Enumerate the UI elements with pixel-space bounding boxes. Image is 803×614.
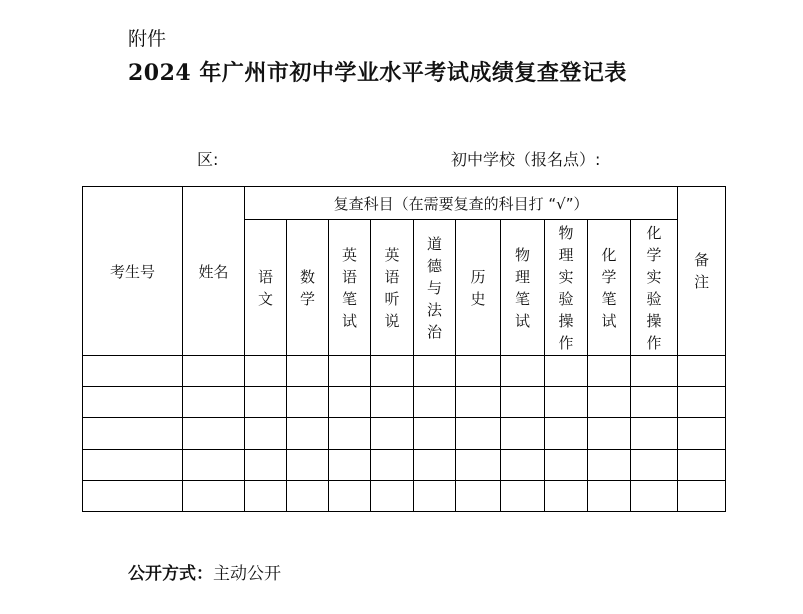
- table-cell[interactable]: [501, 418, 545, 449]
- table-cell[interactable]: [371, 387, 414, 418]
- registration-table: [82, 186, 726, 512]
- table-cell[interactable]: [287, 418, 329, 449]
- table-cell[interactable]: [456, 418, 501, 449]
- table-row: [83, 418, 726, 449]
- table-cell[interactable]: [371, 418, 414, 449]
- table-cell[interactable]: [245, 387, 287, 418]
- header-subject-label: 历史: [470, 267, 486, 308]
- header-subject-0: [245, 220, 287, 356]
- header-subject-4: [414, 220, 456, 356]
- table-cell[interactable]: [83, 449, 183, 480]
- table-cell[interactable]: [414, 449, 456, 480]
- header-subject-label: 英语笔试: [342, 245, 358, 330]
- header-subject-9: [631, 220, 678, 356]
- table-cell[interactable]: [545, 449, 588, 480]
- table-cell[interactable]: [631, 418, 678, 449]
- table-cell[interactable]: [588, 418, 631, 449]
- table-cell[interactable]: [329, 480, 371, 511]
- table-cell[interactable]: [501, 356, 545, 387]
- header-subject-label: 化学笔试: [601, 245, 617, 330]
- table-cell[interactable]: [183, 449, 245, 480]
- header-subject-1: [287, 220, 329, 356]
- header-subject-label: 物理笔试: [515, 245, 531, 330]
- table-cell[interactable]: [245, 449, 287, 480]
- table-cell[interactable]: [501, 449, 545, 480]
- table-cell[interactable]: [329, 449, 371, 480]
- table-cell[interactable]: [545, 356, 588, 387]
- table-cell[interactable]: [371, 356, 414, 387]
- table-cell[interactable]: [588, 387, 631, 418]
- header-subject-label: 化学实验操作: [646, 223, 662, 352]
- table-row: [83, 387, 726, 418]
- table-cell[interactable]: [631, 480, 678, 511]
- table-row: [83, 356, 726, 387]
- table-cell[interactable]: [83, 480, 183, 511]
- table-cell[interactable]: [287, 387, 329, 418]
- table-cell[interactable]: [183, 418, 245, 449]
- header-subject-2: [329, 220, 371, 356]
- table-cell[interactable]: [678, 387, 726, 418]
- district-label: 区:: [197, 150, 219, 169]
- table-cell[interactable]: [678, 356, 726, 387]
- publication-value: 主动公开: [213, 564, 281, 584]
- table-cell[interactable]: [287, 356, 329, 387]
- table-cell[interactable]: [588, 480, 631, 511]
- table-cell[interactable]: [183, 356, 245, 387]
- publication-label: 公开方式：: [128, 564, 213, 584]
- school-label: 初中学校（报名点）:: [451, 150, 601, 169]
- table-cell[interactable]: [414, 387, 456, 418]
- table-cell[interactable]: [588, 449, 631, 480]
- header-remarks-text: 备注: [694, 251, 710, 292]
- header-subject-label: 物理实验操作: [558, 223, 574, 352]
- table-cell[interactable]: [414, 356, 456, 387]
- table-cell[interactable]: [245, 356, 287, 387]
- table-cell[interactable]: [245, 418, 287, 449]
- header-remarks: [678, 187, 726, 356]
- table-cell[interactable]: [456, 387, 501, 418]
- table-row: [83, 449, 726, 480]
- table-cell[interactable]: [83, 387, 183, 418]
- header-name: 姓名: [183, 187, 245, 356]
- table-cell[interactable]: [83, 356, 183, 387]
- table-cell[interactable]: [631, 387, 678, 418]
- table-cell[interactable]: [588, 356, 631, 387]
- table-cell[interactable]: [678, 418, 726, 449]
- publication-note: [128, 559, 281, 584]
- table-cell[interactable]: [287, 480, 329, 511]
- table-cell[interactable]: [414, 480, 456, 511]
- table-cell[interactable]: [414, 418, 456, 449]
- table-cell[interactable]: [371, 480, 414, 511]
- header-subject-6: [501, 220, 545, 356]
- table-cell[interactable]: [545, 387, 588, 418]
- header-subjects-group: 复查科目（在需要复查的科目打 “√”）: [245, 187, 678, 220]
- header-subject-3: [371, 220, 414, 356]
- form-title: 2024 年广州市初中学业水平考试成绩复查登记表: [128, 60, 627, 86]
- table-cell[interactable]: [183, 387, 245, 418]
- table-cell[interactable]: [678, 480, 726, 511]
- header-subject-label: 数学: [300, 267, 316, 308]
- header-subject-label: 道德与法治: [427, 234, 443, 341]
- header-subject-label: 语文: [258, 267, 274, 308]
- table-cell[interactable]: [456, 480, 501, 511]
- table-row: [83, 480, 726, 511]
- header-subject-7: [545, 220, 588, 356]
- table-cell[interactable]: [501, 387, 545, 418]
- table-cell[interactable]: [501, 480, 545, 511]
- header-exam-number: 考生号: [83, 187, 183, 356]
- table-cell[interactable]: [287, 449, 329, 480]
- table-cell[interactable]: [329, 418, 371, 449]
- table-cell[interactable]: [631, 356, 678, 387]
- table-cell[interactable]: [371, 449, 414, 480]
- table-cell[interactable]: [545, 418, 588, 449]
- table-cell[interactable]: [83, 418, 183, 449]
- table-cell[interactable]: [545, 480, 588, 511]
- table-cell[interactable]: [183, 480, 245, 511]
- table-cell[interactable]: [456, 449, 501, 480]
- table-cell[interactable]: [631, 449, 678, 480]
- table-cell[interactable]: [329, 356, 371, 387]
- table-cell[interactable]: [329, 387, 371, 418]
- table-cell[interactable]: [245, 480, 287, 511]
- attachment-label: 附件: [128, 28, 167, 50]
- header-subject-8: [588, 220, 631, 356]
- table-cell[interactable]: [456, 356, 501, 387]
- header-subject-label: 英语听说: [384, 245, 400, 330]
- header-subject-5: [456, 220, 501, 356]
- table-cell[interactable]: [678, 449, 726, 480]
